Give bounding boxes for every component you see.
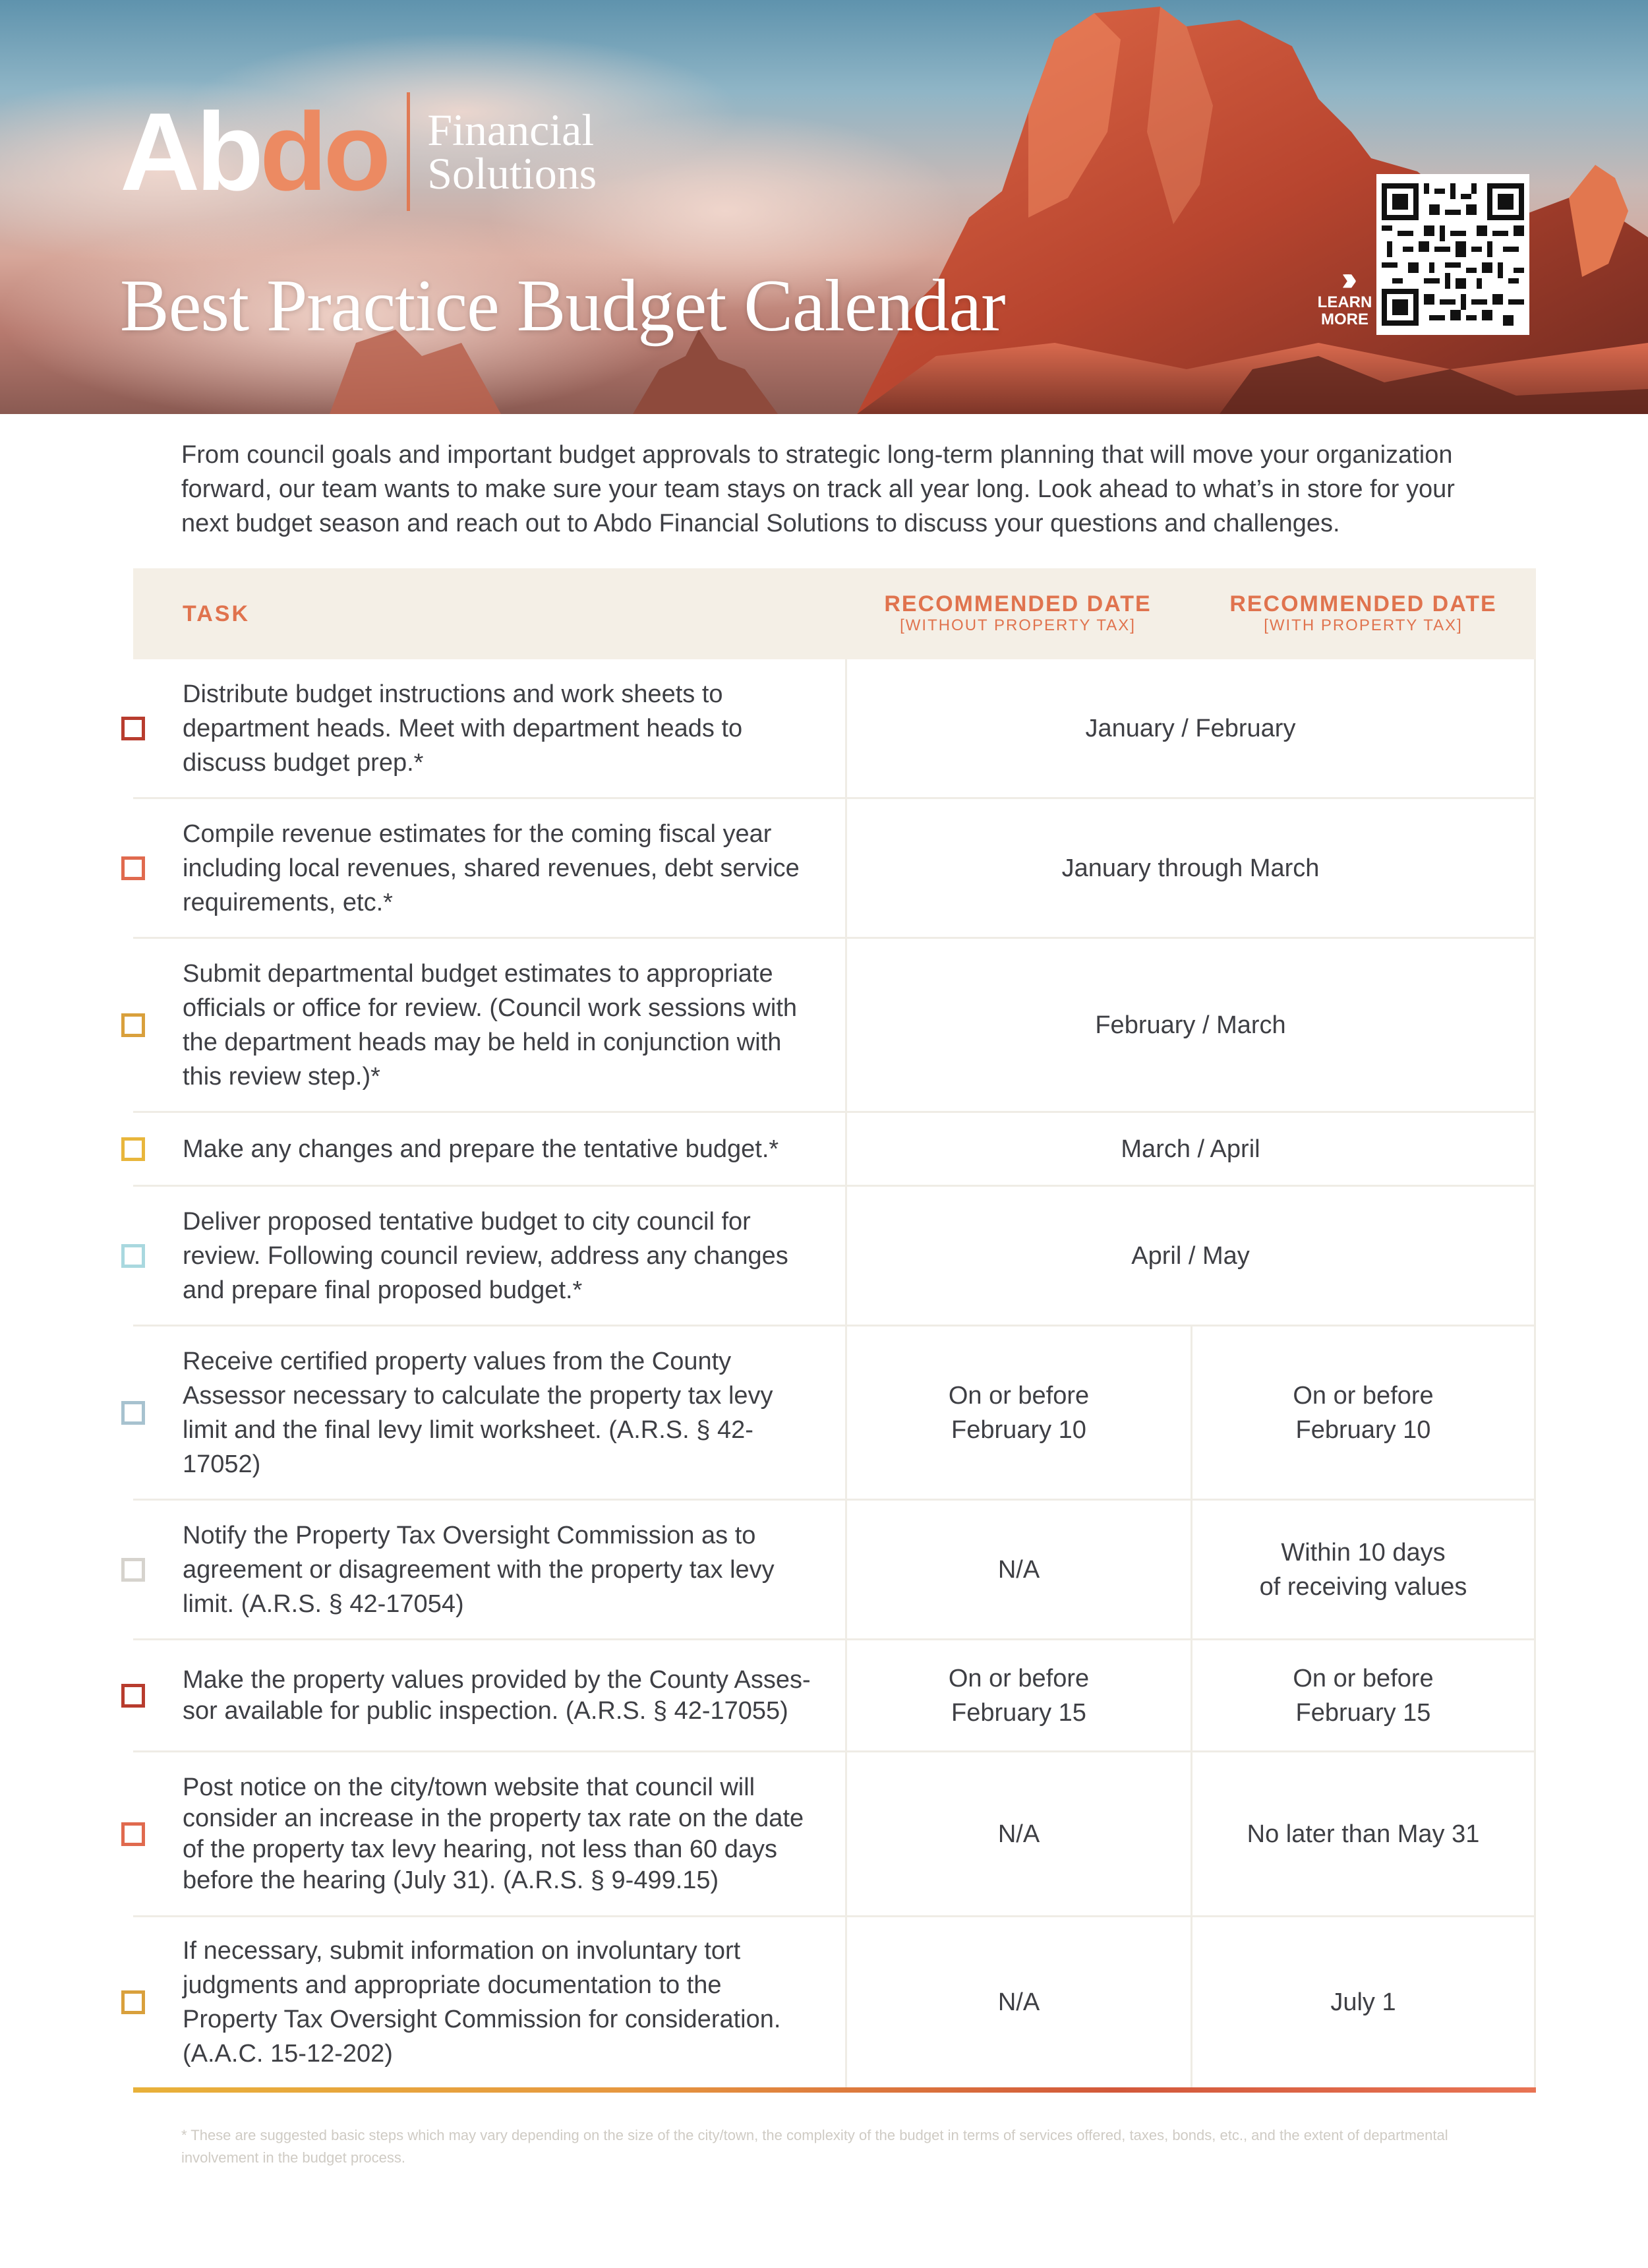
- footnote: * These are suggested basic steps which may vary depending on the size of the city/town, the complexity of the budget in terms of services offered, taxes, bonds, etc., and the extent of departmental involvement in the budget process.: [181, 2127, 1448, 2166]
- task-checkbox[interactable]: [121, 1684, 145, 1708]
- date-with-tax: Within 10 days of receiving values: [1191, 1501, 1536, 1638]
- task-checkbox[interactable]: [121, 856, 145, 880]
- task-text: Compile revenue estimates for the coming fiscal year including local revenues, shared revenues, debt service requirements, etc.*: [183, 820, 800, 916]
- task-checkbox[interactable]: [121, 1137, 145, 1161]
- table-row: [133, 1640, 1536, 1752]
- budget-calendar-table: [133, 568, 1536, 2093]
- qr-code-icon: [1382, 179, 1524, 330]
- task-checkbox[interactable]: [121, 1822, 145, 1846]
- recommended-date: February / March: [845, 939, 1536, 1111]
- table-row: [133, 1917, 1536, 2087]
- recommended-date: January through March: [845, 799, 1536, 937]
- table-row: [133, 939, 1536, 1113]
- task-checkbox[interactable]: [121, 1558, 145, 1582]
- page-title: Best Practice Budget Calendar: [120, 265, 1005, 347]
- table-row: [133, 1752, 1536, 1917]
- task-text: Make any changes and prepare the tentative budget.*: [183, 1135, 779, 1163]
- table-row: [133, 1113, 1536, 1187]
- date-without-tax: On or before February 10: [845, 1327, 1191, 1499]
- header-date-with-tax: RECOMMENDED DATE [WITH PROPERTY TAX]: [1229, 591, 1497, 634]
- task-checkbox[interactable]: [121, 1401, 145, 1425]
- task-checkbox[interactable]: [121, 1244, 145, 1268]
- task-text: Submit departmental budget estimates to appropriate officials or office for review. (Council work sessions with the department heads may be held in conjunction with this review step.)*: [183, 959, 798, 1090]
- recommended-date: March / April: [845, 1113, 1536, 1185]
- table-row: [133, 1327, 1536, 1501]
- hero-banner: [0, 0, 1648, 414]
- task-checkbox[interactable]: [121, 1013, 145, 1037]
- task-text: Make the property values provided by the County Asses- sor available for public inspection. (A.R.S. § 42-17055): [183, 1665, 811, 1725]
- intro-paragraph: From council goals and important budget approvals to strategic long-term planning that will move your organization forward, our team wants to make sure your team stays on track all year long. Look ahead to what’s in store for your next budget season and reach out to Abdo Financial Solutions to discuss your questions and challenges.: [181, 441, 1455, 537]
- date-without-tax: N/A: [845, 1917, 1191, 2087]
- date-with-tax: On or before February 15: [1191, 1640, 1536, 1750]
- table-row: [133, 1187, 1536, 1327]
- company-logo[interactable]: [120, 90, 597, 214]
- triple-chevron-right-icon: ›››: [1341, 260, 1348, 298]
- task-text: If necessary, submit information on involuntary tort judgments and appropriate documentation to the Property Tax Oversight Commission for consideration. (A.A.C. 15-12-202): [183, 1937, 781, 2068]
- logo-divider: [407, 92, 410, 211]
- date-without-tax: On or before February 15: [845, 1640, 1191, 1750]
- date-with-tax: On or before February 10: [1191, 1327, 1536, 1499]
- header-task: TASK: [183, 601, 250, 626]
- table-header: [133, 568, 1536, 659]
- qr-code[interactable]: [1376, 174, 1529, 335]
- task-text: Deliver proposed tentative budget to city council for review. Following council review, address any changes and prepare final proposed budget.*: [183, 1207, 788, 1304]
- recommended-date: January / February: [845, 659, 1536, 797]
- table-row: [133, 799, 1536, 939]
- table-row: [133, 1501, 1536, 1640]
- date-without-tax: N/A: [845, 1752, 1191, 1915]
- date-without-tax: N/A: [845, 1501, 1191, 1638]
- task-text: Receive certified property values from the County Assessor necessary to calculate the property tax levy limit and the final levy limit worksheet. (A.R.S. § 42-17052): [183, 1347, 773, 1478]
- task-checkbox[interactable]: [121, 717, 145, 740]
- task-text: Distribute budget instructions and work sheets to department heads. Meet with department heads to discuss budget prep.*: [183, 680, 743, 777]
- date-with-tax: July 1: [1191, 1917, 1536, 2087]
- recommended-date: April / May: [845, 1187, 1536, 1325]
- task-text: Post notice on the city/town website that council will consider an increase in the property tax rate on the date of the property tax levy hearing, not less than 60 days before the hearing (July 31). (A.R.S. § 9-499.15): [183, 1773, 804, 1894]
- task-checkbox[interactable]: [121, 1990, 145, 2014]
- table-bottom-gradient-rule: [133, 2087, 1536, 2093]
- date-with-tax: No later than May 31: [1191, 1752, 1536, 1915]
- learn-more-link[interactable]: ››› LEARN MORE: [1312, 264, 1378, 328]
- logo-subtitle: Financial Solutions: [427, 105, 597, 198]
- table-row: [133, 659, 1536, 799]
- header-date-without-tax: RECOMMENDED DATE [WITHOUT PROPERTY TAX]: [884, 591, 1152, 634]
- logo-wordmark: Abdo: [120, 90, 388, 214]
- task-text: Notify the Property Tax Oversight Commission as to agreement or disagreement with the property tax levy limit. (A.R.S. § 42-17054): [183, 1521, 775, 1618]
